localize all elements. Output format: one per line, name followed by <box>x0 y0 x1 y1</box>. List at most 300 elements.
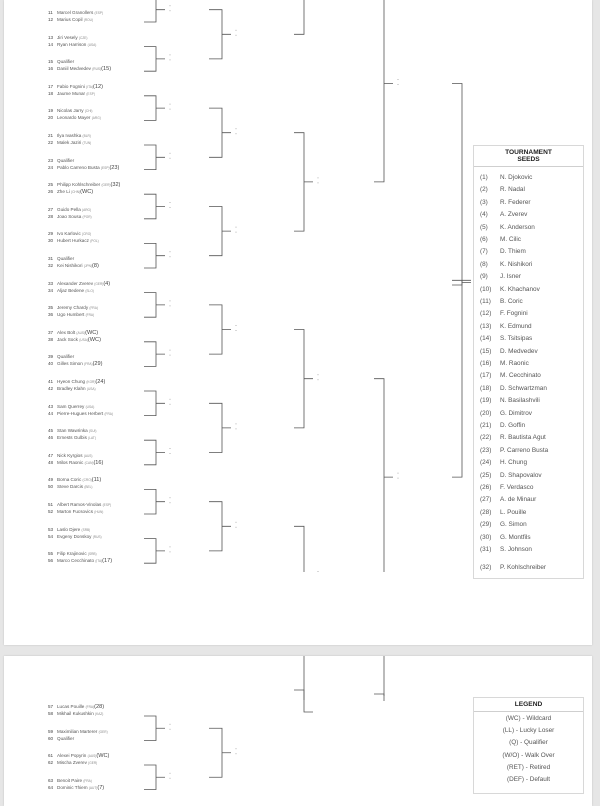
player-entry <box>48 10 103 16</box>
player-name: Jaume Munar <box>57 90 87 96</box>
player-name: Sam Querrey <box>57 403 86 409</box>
draw-position: 44 <box>48 410 54 416</box>
seed-entry <box>480 484 533 491</box>
player-entry <box>48 435 96 441</box>
draw-position: 25 <box>48 182 54 188</box>
seed-player-name: G. Simon <box>500 521 527 529</box>
match-bracket <box>144 391 171 416</box>
seed-number: (24) <box>480 459 492 467</box>
player-country: (GER) <box>88 761 98 765</box>
player-name: Ugo Humbert <box>57 312 86 318</box>
player-name: Qualifier <box>57 59 75 65</box>
player-name: Zhe Li <box>57 189 72 195</box>
player-name: Jeremy Chardy <box>57 305 90 311</box>
player-name: Nick Kyrgios <box>57 452 84 458</box>
score-mark <box>170 251 171 252</box>
player-country: (SLO) <box>85 288 94 293</box>
player-name: Qualifier <box>57 256 75 261</box>
seed-player-name: R. Bautista Agut <box>500 434 546 442</box>
draw-position: 40 <box>48 361 54 367</box>
match-bracket <box>144 47 171 72</box>
player-entry <box>48 263 99 269</box>
player-country: (ITA) <box>95 559 103 564</box>
score-mark <box>318 379 319 380</box>
player-country: (CRO) <box>82 478 92 483</box>
draw-position: 24 <box>48 164 54 170</box>
player-country: (AUS) <box>83 453 93 458</box>
draw-position: 23 <box>48 157 54 163</box>
player-seed: (23) <box>109 164 120 171</box>
score-mark <box>170 448 171 449</box>
player-name: Ivo Karlovic <box>57 231 83 237</box>
score-mark <box>236 227 237 228</box>
player-name: Jiri Vesely <box>57 34 79 40</box>
player-entry <box>48 288 94 294</box>
draw-position: 62 <box>48 760 54 765</box>
player-seed: (WC) <box>96 753 110 759</box>
player-country: (ARG) <box>91 116 101 121</box>
score-mark <box>398 478 399 479</box>
seed-player-name: P. Kohlschreiber <box>500 564 547 571</box>
player-country: (USA) <box>85 404 95 409</box>
score-mark <box>318 177 319 178</box>
legend-panel <box>473 697 584 794</box>
score-mark <box>170 202 171 203</box>
score-mark <box>236 527 237 528</box>
player-entry <box>48 42 96 48</box>
seeds-title-line1: TOURNAMENT <box>505 149 552 156</box>
score-mark <box>318 182 319 183</box>
draw-position: 22 <box>48 140 54 145</box>
player-entry <box>48 133 91 139</box>
seed-player-name: D. Goffin <box>500 422 526 429</box>
seed-entry <box>480 459 527 466</box>
match-bracket <box>209 502 237 551</box>
player-name: Ryan Harrison <box>57 41 88 47</box>
seed-number: (3) <box>480 198 488 206</box>
seed-number: (26) <box>480 484 492 491</box>
player-name: Marco Cecchinato <box>57 558 96 564</box>
draw-position: 60 <box>48 735 54 741</box>
match-bracket <box>209 403 237 452</box>
player-name: Borna Coric <box>57 477 83 483</box>
draw-position: 31 <box>48 256 54 261</box>
score-mark <box>170 10 171 11</box>
seed-player-name: G. Montfils <box>500 533 531 541</box>
player-name: Mischa Zverev <box>57 760 89 765</box>
seed-number: (25) <box>480 471 492 479</box>
seed-number: (32) <box>480 564 492 571</box>
draw-position: 54 <box>48 533 54 539</box>
seed-entry <box>480 248 526 255</box>
score-mark <box>170 724 171 725</box>
draw-position: 49 <box>48 477 54 483</box>
seed-entry <box>480 310 528 317</box>
player-name: Fabio Fognini <box>57 83 87 89</box>
player-country: (FRA) <box>85 313 95 318</box>
draw-position: 27 <box>48 206 54 212</box>
player-country: (LAT) <box>88 436 96 441</box>
draw-position: 63 <box>48 777 54 783</box>
seed-number: (2) <box>480 186 488 194</box>
seed-entry <box>480 397 540 404</box>
player-name: Ilya Ivashka <box>57 133 83 138</box>
score-mark <box>170 59 171 60</box>
player-country: (ESP) <box>86 91 95 96</box>
seed-number: (5) <box>480 223 488 231</box>
player-country: (USA) <box>79 337 88 342</box>
score-mark <box>170 502 171 503</box>
player-name: Marton Fucsovics <box>57 509 95 514</box>
legend-title: LEGEND <box>474 698 583 712</box>
score-mark <box>170 546 171 547</box>
seed-player-name: K. Khachanov <box>500 285 540 293</box>
seed-number: (18) <box>480 384 492 392</box>
seed-player-name: D. Shapovalov <box>500 471 542 479</box>
player-seed: (24) <box>95 379 106 385</box>
seed-player-name: B. Coric <box>500 298 523 305</box>
player-seed: (15) <box>101 66 112 73</box>
player-seed: (32) <box>110 182 121 189</box>
match-bracket <box>144 489 171 514</box>
score-mark <box>170 773 171 774</box>
score-mark <box>236 30 237 31</box>
seed-entry <box>480 298 523 305</box>
seed-number: (11) <box>480 298 491 305</box>
player-name: Malek Jaziri <box>57 140 83 145</box>
seed-number: (14) <box>480 335 492 343</box>
player-country: (ARG) <box>82 207 92 212</box>
player-entry <box>48 84 103 90</box>
match-bracket <box>209 10 237 59</box>
score-mark <box>170 54 171 55</box>
draw-position: 51 <box>48 502 54 507</box>
player-entry <box>48 158 74 164</box>
draw-position: 45 <box>48 428 54 434</box>
seed-player-name: N. Basilashvili <box>500 397 540 405</box>
player-entry <box>48 59 74 65</box>
match-bracket <box>144 765 171 790</box>
score-mark <box>236 428 237 429</box>
draw-position: 64 <box>48 784 54 790</box>
match-bracket <box>209 108 237 157</box>
player-name: Kei Nishikori <box>57 263 84 268</box>
seed-player-name: G. Dimitrov <box>500 409 532 417</box>
score-mark <box>318 374 319 375</box>
player-entry <box>48 551 97 557</box>
seed-entry <box>480 546 532 553</box>
player-seed: (WC) <box>87 336 101 343</box>
seed-player-name: L. Pouille <box>500 508 527 516</box>
player-name: Qualifier <box>57 354 75 360</box>
player-country: (CHI) <box>84 109 93 114</box>
player-entry <box>48 182 120 188</box>
draw-position: 12 <box>48 17 54 22</box>
seed-number: (4) <box>480 211 488 219</box>
draw-page-2 <box>4 656 592 806</box>
score-mark <box>170 729 171 730</box>
player-name: Milos Raonic <box>57 459 85 465</box>
player-entry <box>48 386 96 392</box>
continued-bracket <box>294 690 313 712</box>
score-mark <box>236 423 237 424</box>
player-entry <box>48 305 98 311</box>
seed-number: (17) <box>480 372 492 380</box>
draw-position: 29 <box>48 231 54 237</box>
draw-position: 11 <box>48 10 53 15</box>
player-country: (GER) <box>98 729 108 734</box>
score-mark <box>236 232 237 233</box>
player-country: (RUS) <box>92 67 102 72</box>
player-country: (FRA) <box>104 411 113 416</box>
match-bracket <box>209 207 237 256</box>
seed-number: (27) <box>480 496 492 504</box>
draw-position: 50 <box>48 484 54 490</box>
player-name: Hubert Hurkacz <box>57 238 91 244</box>
player-entry <box>48 502 111 508</box>
match-bracket <box>374 0 399 182</box>
draw-position: 21 <box>48 133 54 138</box>
seed-number: (15) <box>480 347 492 355</box>
draw-position: 43 <box>48 403 54 409</box>
player-name: Steve Darcis <box>57 484 85 490</box>
player-seed: (7) <box>97 784 105 791</box>
seed-player-name: D. Medvedev <box>500 347 538 355</box>
match-bracket <box>209 305 237 354</box>
player-name: Maximilian Marterer <box>57 728 99 734</box>
seed-player-name: S. Tsitsipas <box>500 335 533 343</box>
player-entry <box>48 238 99 244</box>
seed-number: (1) <box>480 174 488 181</box>
seed-entry <box>480 199 531 206</box>
player-entry <box>48 453 93 459</box>
seed-number: (20) <box>480 409 492 417</box>
player-entry <box>48 753 109 759</box>
player-entry <box>48 404 94 410</box>
player-seed: (11) <box>91 477 102 484</box>
seed-number: (21) <box>480 422 492 429</box>
seed-player-name: R. Nadal <box>500 186 525 194</box>
player-country: (ROU) <box>83 18 94 22</box>
draw-position: 36 <box>48 312 54 318</box>
score-mark <box>170 453 171 454</box>
player-country: (AUS) <box>76 330 86 335</box>
legend-item: (LL) - Lucky Loser <box>502 727 555 735</box>
player-name: Mikhail Kukushkin <box>57 711 96 716</box>
seed-player-name: N. Djokovic <box>500 174 533 181</box>
draw-position: 58 <box>48 711 54 716</box>
score-mark <box>170 350 171 351</box>
player-country: (CZE) <box>78 35 88 40</box>
score-mark <box>236 330 237 331</box>
seed-entry <box>480 521 527 528</box>
seed-number: (7) <box>480 248 488 256</box>
score-mark <box>170 158 171 159</box>
player-country: (CRO) <box>82 232 92 237</box>
draw-position: 30 <box>48 238 54 244</box>
draw-position: 20 <box>48 115 54 121</box>
player-entry <box>48 428 96 434</box>
match-bracket <box>144 539 171 564</box>
player-name: Evgeny Donskoy <box>57 533 93 539</box>
seed-number: (29) <box>480 521 492 529</box>
legend-item: (WC) - Wildcard <box>505 715 552 722</box>
seed-entry <box>480 422 525 429</box>
seed-entry <box>480 434 546 441</box>
player-seed: (28) <box>94 704 105 710</box>
player-name: Joao Sousa <box>57 213 83 219</box>
player-entry <box>48 312 94 318</box>
player-country: (SUI) <box>89 429 97 434</box>
score-mark <box>170 300 171 301</box>
player-country: (POL) <box>90 239 99 244</box>
seed-number: (19) <box>480 397 492 405</box>
match-bracket <box>144 440 171 465</box>
player-name: Pablo Carreno Busta <box>57 164 101 170</box>
seed-entry <box>480 335 532 342</box>
score-mark <box>170 355 171 356</box>
draw-position: 47 <box>48 452 54 458</box>
seed-player-name: H. Chung <box>500 459 527 467</box>
player-entry <box>48 35 87 41</box>
player-name: Leonardo Mayer <box>57 115 92 121</box>
player-entry <box>48 189 93 195</box>
match-bracket <box>374 379 399 572</box>
player-name: Alexei Popyrin <box>57 753 88 758</box>
player-entry <box>48 140 91 146</box>
draw-position: 46 <box>48 435 54 441</box>
seed-player-name: D. Schwartzman <box>500 384 547 392</box>
legend-item: (Q) - Qualifier <box>509 739 548 747</box>
player-entry <box>48 361 103 367</box>
player-name: Jack Sock <box>57 336 80 342</box>
draw-position: 39 <box>48 354 54 360</box>
seed-number: (28) <box>480 508 492 516</box>
match-bracket <box>294 526 319 572</box>
seed-player-name: D. Thiem <box>500 248 526 256</box>
match-bracket <box>144 145 171 170</box>
seed-player-name: F. Verdasco <box>500 484 534 491</box>
seed-player-name: P. Carreno Busta <box>500 446 549 454</box>
player-country: (SRB) <box>87 552 97 557</box>
seed-entry <box>480 261 532 268</box>
player-entry <box>48 778 92 784</box>
seed-entry <box>480 509 526 516</box>
draw-position: 41 <box>48 379 54 384</box>
player-name: Dominic Thiem <box>57 784 89 790</box>
seed-number: (31) <box>480 546 492 553</box>
player-name: Albert Ramos-Vinolas <box>57 502 103 507</box>
seed-player-name: A. Zverev <box>500 211 528 219</box>
player-entry <box>48 165 119 171</box>
player-seed: (4) <box>103 280 111 287</box>
player-seed: (17) <box>102 558 113 565</box>
player-entry <box>48 729 108 735</box>
seed-entry <box>480 174 532 181</box>
player-name: Marcel Granollers <box>57 10 95 15</box>
legend-item: (W/O) - Walk Over <box>502 751 555 759</box>
player-entry <box>48 509 103 515</box>
seed-number: (6) <box>480 236 488 243</box>
seed-number: (9) <box>480 273 488 281</box>
player-entry <box>48 108 92 114</box>
player-country: (RUS) <box>92 534 102 539</box>
seed-player-name: F. Fognini <box>500 310 528 318</box>
player-entry <box>48 527 90 533</box>
player-name: Marius Copil <box>57 17 84 22</box>
score-mark <box>170 404 171 405</box>
draw-position: 52 <box>48 509 54 514</box>
player-entry <box>48 354 74 360</box>
seed-entry <box>480 348 538 355</box>
score-mark <box>236 35 237 36</box>
seed-number: (8) <box>480 260 488 268</box>
draw-position: 32 <box>48 263 54 268</box>
seed-entry <box>480 236 521 243</box>
seed-entry <box>480 211 527 218</box>
player-country: (JPN) <box>83 264 92 268</box>
seed-entry <box>480 564 546 571</box>
seeds-title-line2: SEEDS <box>517 156 540 163</box>
legend-item: (RET) - Retired <box>506 763 551 771</box>
score-mark <box>236 748 237 749</box>
player-country: (BEL) <box>84 485 93 490</box>
seed-number: (30) <box>480 533 492 541</box>
player-entry <box>48 484 92 490</box>
match-bracket <box>144 194 171 219</box>
score-mark <box>170 153 171 154</box>
player-entry <box>48 281 110 287</box>
draw-position: 48 <box>48 459 54 465</box>
player-entry <box>48 760 97 766</box>
player-country: (SRB) <box>81 527 91 532</box>
player-country: (CHN) <box>71 190 81 195</box>
player-entry <box>48 785 104 791</box>
score-mark <box>318 571 319 572</box>
player-name: Philipp Kohlschreiber <box>57 182 102 188</box>
player-name: Filip Krajinovic <box>57 551 88 557</box>
player-entry <box>48 91 95 97</box>
player-country: (BLR) <box>82 134 91 138</box>
seed-number: (22) <box>480 434 492 442</box>
player-entry <box>48 736 74 742</box>
seeds-panel-title <box>474 146 583 167</box>
draw-position: 18 <box>48 90 54 96</box>
match-bracket <box>294 133 319 231</box>
seed-player-name: K. Anderson <box>500 223 535 231</box>
player-seed: (12) <box>92 83 103 90</box>
draw-position: 57 <box>48 704 54 709</box>
seed-player-name: K. Edmund <box>500 322 532 330</box>
match-bracket <box>144 0 171 22</box>
score-mark <box>170 104 171 105</box>
player-name: Alex Bolt <box>57 329 77 335</box>
player-country: (POR) <box>82 214 92 219</box>
draw-position: 42 <box>48 386 54 391</box>
seed-entry <box>480 224 535 231</box>
player-name: Stan Wawrinka <box>57 428 89 434</box>
seed-entry <box>480 534 531 541</box>
continued-bracket <box>374 694 384 701</box>
player-entry <box>48 711 103 717</box>
score-mark <box>170 256 171 257</box>
draw-position: 53 <box>48 526 54 532</box>
seed-entry <box>480 496 536 503</box>
draw-position: 61 <box>48 753 54 758</box>
seed-entry <box>480 186 525 193</box>
score-mark <box>398 84 399 85</box>
player-name: Aljaz Bedene <box>57 287 86 293</box>
